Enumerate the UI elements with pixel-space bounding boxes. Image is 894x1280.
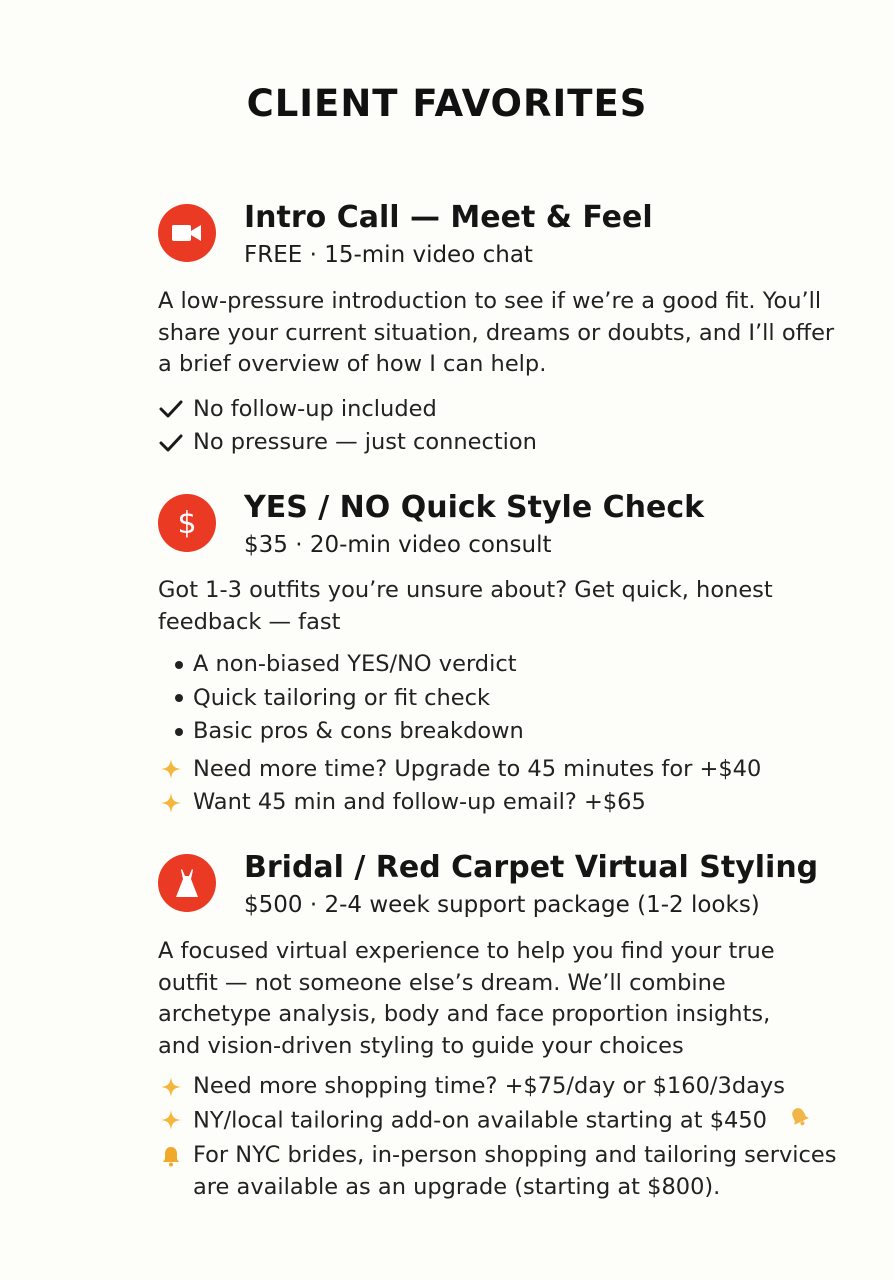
list-item-text: No pressure — just connection [193,429,537,455]
service-description: A focused virtual experience to help you find your true outfit — not someone else’s dream. We’ll combine archetype analysis, body and face proportion insights, and vision-driven styling to guide your choices [158,938,775,1059]
service-bridal-styling [158,850,848,1203]
service-header [158,850,848,930]
sparkle-icon [158,1070,184,1103]
sparkle-icon [158,1104,184,1137]
bullet-dot [158,682,184,715]
service-description: A low-pressure introduction to see if we’re a good fit. You’ll share your current situation, dreams or doubts, and I’ll offer a brief overview of how I can help. [158,288,835,377]
list-item-text: No follow-up included [193,395,437,422]
list-item-text: Basic pros & cons breakdown [193,718,524,744]
feature-list [158,1070,848,1203]
list-item-text: Want 45 min and follow-up email? +$65 [193,789,646,815]
sparkle-icon [158,753,184,786]
dress-icon [158,854,216,912]
bullet-dot [158,648,184,681]
service-name: YES / NO Quick Style Check [244,490,705,525]
service-header [158,490,848,570]
service-price: $500 · 2-4 week support package (1-2 looks) [244,892,760,918]
list-item-text-continued: are available as an upgrade (starting at $800). [193,1174,721,1201]
list-item-text: Need more time? Upgrade to 45 minutes for +$40 [193,755,762,782]
list-item-text: NY/local tailoring add-on available starting at $450 [193,1106,767,1133]
bell-icon [788,1104,810,1138]
bullet-dot [158,715,184,748]
list-item [158,753,848,787]
list-item [158,1139,848,1203]
list-item [158,426,848,460]
list-item [158,1104,848,1138]
list-item-text: Need more shopping time? +$75/day or $160/3days [193,1073,785,1099]
dollar-icon: $ [158,494,216,552]
service-price: $35 · 20-min video consult [244,532,552,558]
list-item [158,715,848,749]
check-icon [158,426,184,459]
page-title: CLIENT FAVORITES [246,82,648,125]
list-item [158,682,848,716]
list-item [158,1070,848,1104]
feature-list [158,393,848,460]
service-header [158,200,848,280]
check-icon [158,393,184,426]
service-intro-call [158,200,848,460]
feature-list [158,648,848,820]
list-item [158,786,848,820]
list-item [158,648,848,682]
service-style-check [158,490,848,820]
list-item [158,393,848,427]
list-item-text: For NYC brides, in-person shopping and tailoring services [193,1142,837,1169]
service-price: FREE · 15-min video chat [244,242,533,268]
service-description: Got 1-3 outfits you’re unsure about? Get quick, honest feedback — fast [158,577,773,635]
list-item-text: A non-biased YES/NO verdict [193,651,517,677]
service-name: Intro Call — Meet & Feel [244,200,653,235]
bell-icon [158,1139,184,1172]
list-item-text: Quick tailoring or fit check [193,684,491,711]
video-camera-icon [158,204,216,262]
sparkle-icon [158,786,184,819]
service-name: Bridal / Red Carpet Virtual Styling [244,850,819,885]
